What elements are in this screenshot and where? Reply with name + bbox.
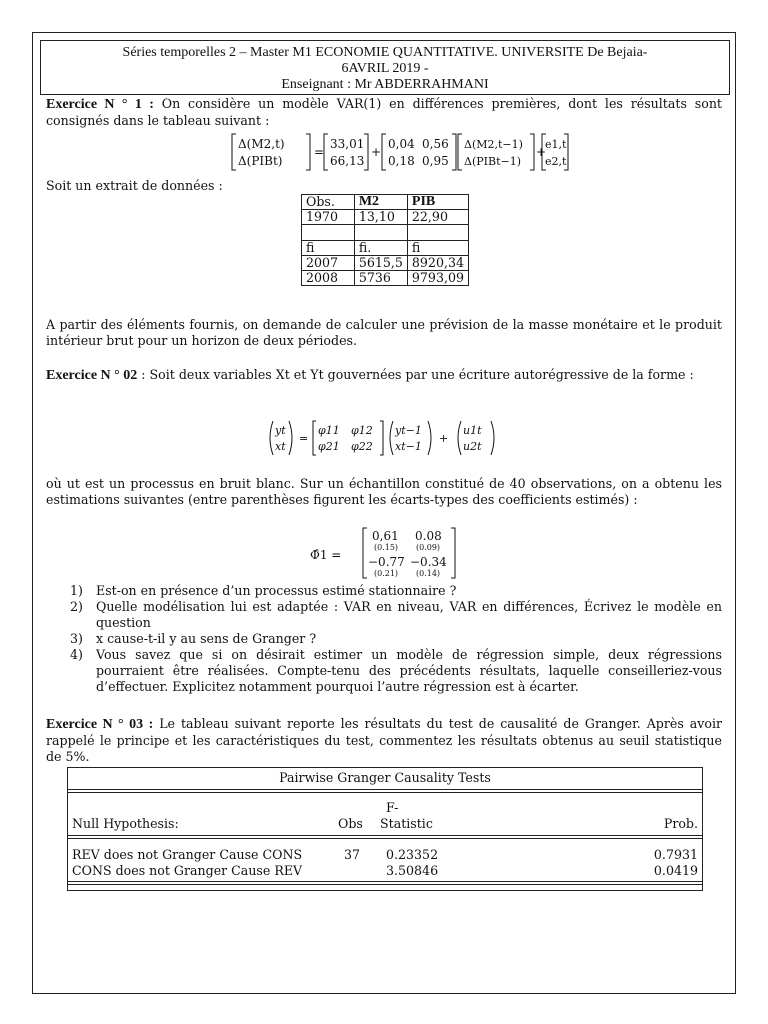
ex1-err-1: e1,t bbox=[545, 138, 567, 151]
ex3-title: Exercice N ° 03 : bbox=[46, 717, 154, 732]
ex2-title: Exercice N ° 02 bbox=[46, 368, 138, 383]
ex2-lag-2: xt−1 bbox=[395, 440, 422, 453]
ex2-phi-21: φ21 bbox=[318, 440, 340, 453]
ex2-phi-hat-matrix bbox=[308, 525, 468, 581]
ex1-title: Exercice N ° 1 : bbox=[46, 97, 154, 112]
table-cell: fi. bbox=[354, 241, 407, 256]
table-cell: fi bbox=[407, 241, 468, 256]
table-cell: 5615,5 bbox=[354, 256, 407, 271]
ex1-lag-1: Δ(M2,t−1) bbox=[464, 138, 523, 151]
table-row bbox=[302, 210, 469, 225]
table-divider bbox=[68, 789, 702, 790]
granger-row-2-prob: 0.0419 bbox=[653, 863, 698, 878]
svg-text:+: + bbox=[371, 145, 382, 159]
ex2-phi-22: φ22 bbox=[351, 440, 373, 453]
granger-table-title: Pairwise Granger Causality Tests bbox=[279, 770, 491, 785]
table-header-cell: Obs. bbox=[302, 195, 355, 210]
list-item bbox=[70, 583, 722, 599]
svg-text:+: + bbox=[439, 432, 449, 445]
question-text: Vous savez que si on désirait estimer un modèle de régression simple, deux régressions pourraient être réalisées. Compte-tenu des précédents résultats, laquelle conseilleriez-vous d’effectuer. Explicitez notamment pourquoi l’autre régression est à écarter. bbox=[96, 647, 722, 694]
ex2-err-2: u2t bbox=[463, 440, 482, 453]
ex3-intro: Le tableau suivant reporte les résultats du test de causalité de Granger. Après avoir rappelé le principe et les caractéristiques du test, commentez les résultats obtenus au seuil statistique de 5%. bbox=[46, 716, 722, 764]
table-cell: 22,90 bbox=[407, 210, 468, 225]
col-header-f-line2: Statistic bbox=[380, 816, 433, 831]
ex2-lhs-2: xt bbox=[275, 440, 286, 453]
ex1-coef-12: 0,56 bbox=[422, 137, 449, 151]
ex2-phi-hat-11: 0,61 bbox=[372, 529, 399, 543]
ex1-const-2: 66,13 bbox=[330, 154, 365, 168]
table-divider bbox=[68, 838, 702, 839]
question-number: 2) bbox=[70, 599, 83, 614]
table-cell: 9793,09 bbox=[407, 271, 468, 286]
header-line-3: Enseignant : Mr ABDERRAHMANI bbox=[281, 77, 489, 92]
table-cell: 1970 bbox=[302, 210, 355, 225]
svg-text:=: = bbox=[314, 145, 325, 159]
ex2-se-21: (0.21) bbox=[374, 569, 399, 578]
list-item bbox=[70, 631, 722, 647]
table-divider bbox=[68, 835, 702, 836]
ex1-data-table bbox=[301, 194, 469, 286]
table-header-cell: M2 bbox=[354, 195, 407, 210]
granger-row-2-f: 3.50846 bbox=[386, 863, 439, 878]
table-cell: 5736 bbox=[354, 271, 407, 286]
question-text: x cause-t-il y au sens de Granger ? bbox=[96, 631, 317, 646]
table-divider bbox=[68, 792, 702, 793]
ex1-const-1: 33,01 bbox=[330, 137, 365, 151]
table-cell bbox=[407, 225, 468, 241]
question-text: Est-on en présence d’un processus estimé stationnaire ? bbox=[96, 583, 457, 598]
svg-text:=: = bbox=[299, 432, 309, 445]
ex1-coef-22: 0,95 bbox=[422, 154, 449, 168]
ex1-question: A partir des éléments fournis, on demande de calculer une prévision de la masse monétaire et le produit intérieur brut pour un horizon de deux périodes. bbox=[46, 317, 722, 348]
table-header-cell: PIB bbox=[407, 195, 468, 210]
col-header-prob: Prob. bbox=[663, 816, 698, 831]
ex2-err-1: u1t bbox=[463, 424, 482, 437]
ex1-extract-label: Soit un extrait de données : bbox=[46, 178, 223, 193]
ex2-phi-11: φ11 bbox=[318, 424, 340, 437]
list-item bbox=[70, 599, 722, 631]
ex2-intro: : Soit deux variables Xt et Yt gouvernées par une écriture autorégressive de la forme : bbox=[137, 367, 694, 382]
ex1-err-2: e2,t bbox=[545, 155, 567, 168]
ex1-var-equation bbox=[226, 130, 556, 174]
ex3-intro-paragraph bbox=[46, 716, 722, 765]
question-number: 3) bbox=[70, 631, 83, 646]
table-divider bbox=[68, 881, 702, 882]
table-row bbox=[302, 225, 469, 241]
ex2-question-list bbox=[70, 583, 722, 695]
ex1-intro-paragraph bbox=[46, 96, 722, 129]
ex2-phi-hat-22: −0.34 bbox=[410, 555, 447, 569]
ex1-intro: On considère un modèle VAR(1) en différences premières, dont les résultats sont consignés dans le tableau suivant : bbox=[46, 96, 722, 128]
granger-row-1-hypothesis: REV does not Granger Cause CONS bbox=[72, 847, 303, 862]
granger-row-1-f: 0.23352 bbox=[386, 847, 439, 862]
header-line-2: 6AVRIL 2019 - bbox=[341, 61, 429, 76]
list-item bbox=[70, 647, 722, 695]
ex2-lhs-1: yt bbox=[275, 424, 286, 437]
granger-row-1-prob: 0.7931 bbox=[653, 847, 698, 862]
table-divider bbox=[68, 884, 702, 885]
header-line-1: Séries temporelles 2 – Master M1 ECONOMIE QUANTITATIVE. UNIVERSITE De Bejaia- bbox=[122, 45, 648, 60]
table-cell bbox=[302, 225, 355, 241]
ex2-phi-12: φ12 bbox=[351, 424, 373, 437]
ex2-phi-hat-21: −0.77 bbox=[368, 555, 405, 569]
table-cell: 13,10 bbox=[354, 210, 407, 225]
table-row bbox=[302, 271, 469, 286]
question-text: Quelle modélisation lui est adaptée : VAR en niveau, VAR en différences, Écrivez le modèle en question bbox=[96, 599, 722, 630]
table-cell: fi bbox=[302, 241, 355, 256]
svg-text:+: + bbox=[536, 145, 547, 159]
ex2-se-11: (0.15) bbox=[374, 543, 399, 552]
ex2-text: où ut est un processus en bruit blanc. Sur un échantillon constitué de 40 observations, on a obtenu les estimations suivantes (entre parenthèses figurent les écarts-types des coefficients estimés) : bbox=[46, 476, 722, 507]
col-header-f-line1: F- bbox=[386, 800, 399, 815]
table-cell: 2007 bbox=[302, 256, 355, 271]
granger-row-2-hypothesis: CONS does not Granger Cause REV bbox=[72, 863, 303, 878]
table-row bbox=[302, 256, 469, 271]
ex1-coef-21: 0,18 bbox=[388, 154, 415, 168]
ex2-se-12: (0.09) bbox=[416, 543, 441, 552]
table-cell bbox=[354, 225, 407, 241]
document-header bbox=[40, 40, 730, 95]
col-header-obs: Obs bbox=[338, 816, 363, 831]
ex2-se-22: (0.14) bbox=[416, 569, 441, 578]
ex2-lag-1: yt−1 bbox=[395, 424, 422, 437]
ex2-intro-paragraph bbox=[46, 367, 722, 384]
granger-row-1-obs: 37 bbox=[344, 847, 361, 862]
table-row bbox=[302, 241, 469, 256]
table-header-row bbox=[302, 195, 469, 210]
ex2-ar-equation bbox=[265, 418, 510, 458]
table-cell: 8920,34 bbox=[407, 256, 468, 271]
table-cell: 2008 bbox=[302, 271, 355, 286]
ex1-lhs-1: Δ(M2,t) bbox=[238, 137, 285, 151]
ex2-phi-hat-12: 0.08 bbox=[415, 529, 442, 543]
ex1-lag-2: Δ(PIBt−1) bbox=[464, 155, 521, 168]
granger-results-table bbox=[67, 767, 703, 891]
question-number: 4) bbox=[70, 647, 83, 662]
ex1-error-vector bbox=[540, 130, 570, 174]
col-header-null: Null Hypothesis: bbox=[72, 816, 179, 831]
question-number: 1) bbox=[70, 583, 83, 598]
ex1-coef-11: 0,04 bbox=[388, 137, 415, 151]
exercise-1 bbox=[46, 96, 722, 129]
ex2-phi-hat-label: Φ̂1 = bbox=[310, 548, 342, 562]
ex1-lhs-2: Δ(PIBt) bbox=[238, 154, 283, 168]
